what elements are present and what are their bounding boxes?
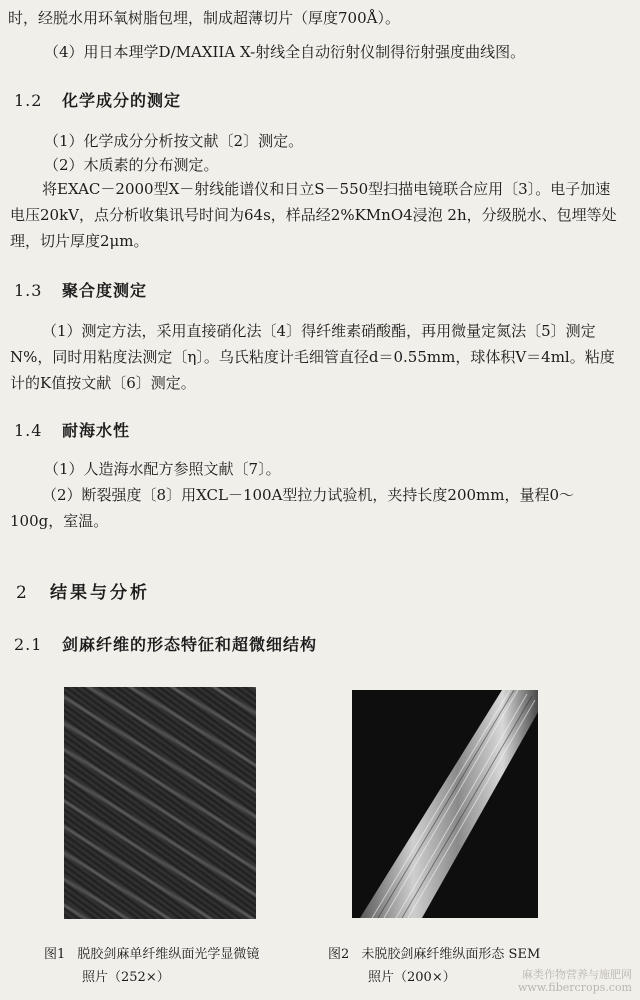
- section-number: 1.4: [14, 421, 43, 440]
- figure-1-micrograph: [64, 687, 256, 919]
- figure-label: 图2: [328, 947, 350, 962]
- section-title: 结果与分析: [50, 583, 150, 603]
- section-heading-2-1: [14, 632, 317, 655]
- section-title: 耐海水性: [62, 421, 131, 440]
- figure-2-sem-image: [352, 690, 538, 918]
- text-line-1: 时，经脱水用环氧树脂包埋，制成超薄切片（厚度700Å）。: [8, 9, 400, 27]
- section-number: 1.2: [14, 91, 43, 110]
- paragraph-6: （2）断裂强度〔8〕用XCL－100A型拉力试验机，夹持长度200mm，量程0～100g，室温。: [10, 486, 575, 530]
- section-heading-1-4: [14, 418, 130, 441]
- paragraph-1: （1）化学成分分析按文献〔2〕测定。: [44, 132, 304, 150]
- section-title: 化学成分的测定: [62, 91, 182, 110]
- watermark-line-1: 麻类作物营养与施肥网: [522, 968, 632, 981]
- figure-2-caption-line-2: 照片（200×）: [368, 970, 456, 985]
- section-number: 2.1: [14, 635, 43, 654]
- watermark: [518, 968, 632, 994]
- paragraph-4: （1）测定方法，采用直接硝化法〔4〕得纤维素硝酸酯，再用微量定氮法〔5〕测定N%，同时用粘度法测定〔η〕。乌氏粘度计毛细管直径d＝0.55mm，球体积V＝4ml。粘度计的K值按文献〔6〕测定。: [10, 322, 615, 392]
- caption-text: 未脱胶剑麻纤维纵面形态 SEM: [361, 947, 541, 962]
- text-line-2: （4）用日本理学D/MAXIIA X-射线全自动衍射仪制得衍射强度曲线图。: [44, 43, 526, 61]
- section-heading-1-3: [14, 278, 147, 301]
- paragraph-2: （2）木质素的分布测定。: [44, 156, 219, 174]
- section-number: 2: [16, 583, 30, 603]
- figure-label: 图1: [44, 947, 66, 962]
- figure-1-caption: [44, 945, 259, 965]
- section-number: 1.3: [14, 281, 43, 300]
- section-heading-2: [16, 578, 150, 603]
- figure-1-caption-line-2: 照片（252×）: [82, 970, 170, 985]
- paragraph-5: （1）人造海水配方参照文献〔7〕。: [44, 460, 281, 478]
- caption-text: 脱胶剑麻单纤维纵面光学显微镜: [77, 947, 260, 962]
- paragraph-3: 将EXAC－2000型X－射线能谱仪和日立S－550型扫描电镜联合应用〔3〕。电子加速电压20kV，点分析收集讯号时间为64s，样品经2%KMnO4浸泡 2h，分级脱水、包埋等处理，切片厚度2μm。: [10, 180, 617, 250]
- figure-2-caption: [328, 945, 540, 965]
- section-title: 聚合度测定: [62, 281, 148, 300]
- watermark-line-2: www.fibercrops.com: [517, 981, 632, 994]
- section-heading-1-2: [14, 88, 181, 111]
- section-title: 剑麻纤维的形态特征和超微细结构: [62, 635, 318, 654]
